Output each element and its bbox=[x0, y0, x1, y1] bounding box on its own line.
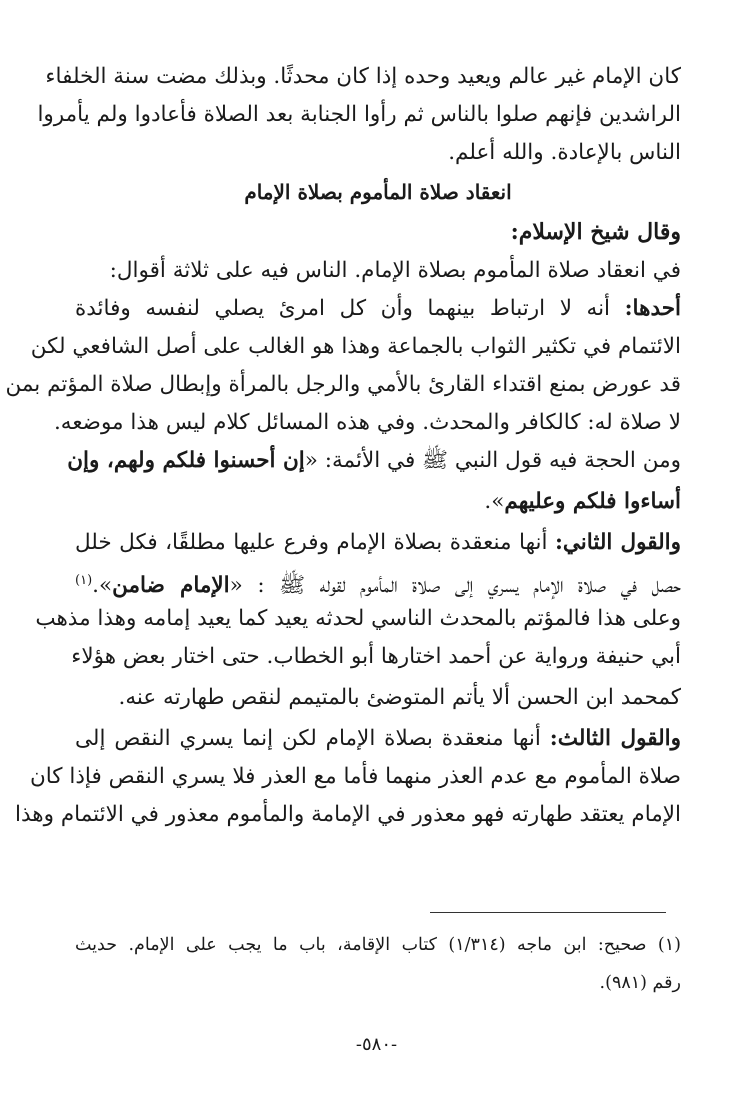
second-opinion-line: وعلى هذا فالمؤتم بالمحدث الناسي لحدثه يعيد كما يعيد إمامه وهذا مذهب bbox=[35, 606, 681, 631]
first-opinion-line: أساءوا فلكم وعليهم». bbox=[484, 489, 681, 514]
third-opinion-line: الإمام يعتقد طهارته فهو معذور في الإمامة والمأموم معذور في الائتمام وهذا bbox=[15, 802, 681, 827]
section-heading: انعقاد صلاة المأموم بصلاة الإمام bbox=[244, 180, 512, 204]
speaker-heading: وقال شيخ الإسلام: bbox=[510, 219, 681, 245]
footnotes bbox=[75, 926, 681, 1002]
hadith-text: أساءوا فلكم وعليهم bbox=[504, 489, 681, 514]
first-opinion-line: قد عورض بمنع اقتداء القارئ بالأمي والرجل بالمرأة وإبطال صلاة المؤتم بمن bbox=[5, 372, 681, 397]
first-opinion-label: أحدها: bbox=[624, 296, 681, 321]
second-opinion-line: والقول الثاني: أنها منعقدة بصلاة الإمام وفرع عليها مطلقًا، فكل خلل bbox=[75, 530, 681, 555]
paragraph-line: كان الإمام غير عالم ويعيد وحده إذا كان محدثًا. وبذلك مضت سنة الخلفاء bbox=[45, 64, 681, 89]
footnote-line: رقم (٩٨١). bbox=[599, 973, 681, 993]
intro-line: في انعقاد صلاة المأموم بصلاة الإمام. الناس فيه على ثلاثة أقوال: bbox=[109, 258, 681, 283]
footnote-divider bbox=[430, 912, 666, 913]
footnote-marker: (١) bbox=[75, 573, 93, 588]
page-number: -٥٨٠- bbox=[355, 1034, 398, 1055]
page-body bbox=[5, 58, 681, 834]
first-opinion-line: أحدها: أنه لا ارتباط بينهما وأن كل امرئ يصلي لنفسه وفائدة bbox=[75, 296, 681, 321]
paragraph-line: الراشدين فإنهم صلوا بالناس ثم رأوا الجنابة بعد الصلاة فأعادوا ولم يأمروا bbox=[37, 102, 681, 127]
second-opinion-line: حصل في صلاة الإمام يسري إلى صلاة المأموم لقوله ﷺ : «الإمام ضامن».$^{(١)}$ bbox=[75, 573, 681, 599]
paragraph-line: الناس بالإعادة. والله أعلم. bbox=[448, 140, 681, 165]
second-opinion-line: أبي حنيفة ورواية عن أحمد اختارها أبو الخطاب. حتى اختار بعض هؤلاء bbox=[71, 644, 681, 669]
third-opinion-label: والقول الثالث: bbox=[549, 726, 681, 751]
hadith-text: إن أحسنوا فلكم ولهم، وإن bbox=[67, 448, 305, 473]
third-opinion-line: والقول الثالث: أنها منعقدة بصلاة الإمام لكن إنما يسري النقص إلى bbox=[75, 726, 681, 751]
first-opinion-line: الائتمام في تكثير الثواب بالجماعة وهذا هو الغالب على أصل الشافعي لكن bbox=[30, 334, 681, 359]
footnote-line: (١) صحيح: ابن ماجه (١/٣١٤) كتاب الإقامة، باب ما يجب على الإمام. حديث bbox=[75, 935, 681, 955]
third-opinion-line: صلاة المأموم مع عدم العذر منهما فأما مع العذر فلا يسري النقص فإذا كان bbox=[29, 764, 681, 789]
first-opinion-line: ومن الحجة فيه قول النبي ﷺ في الأئمة: «إن أحسنوا فلكم ولهم، وإن bbox=[67, 448, 681, 473]
hadith-text: الإمام ضامن bbox=[112, 573, 230, 599]
first-opinion-line: لا صلاة له: كالكافر والمحدث. وفي هذه المسائل كلام ليس هذا موضعه. bbox=[53, 410, 681, 435]
second-opinion-line: كمحمد ابن الحسن ألا يأتم المتوضئ بالمتيمم لنقص طهارته عنه. bbox=[118, 685, 681, 710]
second-opinion-label: والقول الثاني: bbox=[554, 530, 681, 555]
